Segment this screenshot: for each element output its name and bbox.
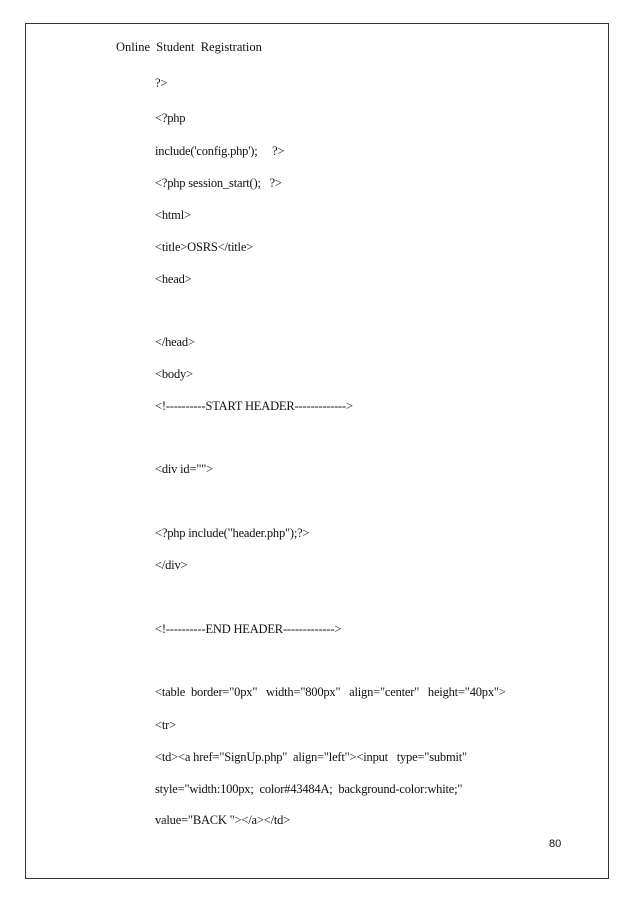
code-line: <head> — [155, 272, 192, 286]
code-line: <div id=""> — [155, 462, 213, 476]
code-line: style="width:100px; color#43484A; background-color:white;" — [155, 782, 463, 796]
code-line: <table border="0px" width="800px" align="center" height="40px"> — [155, 685, 506, 699]
code-line: <tr> — [155, 718, 176, 732]
code-line: <?php — [155, 111, 186, 125]
code-line: <!----------START HEADER-------------> — [155, 399, 353, 413]
code-line: <title>OSRS</title> — [155, 240, 254, 254]
code-line: include('config.php'); ?> — [155, 144, 285, 158]
code-line: <?php include("header.php");?> — [155, 526, 310, 540]
code-line: <?php session_start(); ?> — [155, 176, 282, 190]
document-header-title: Online Student Registration — [116, 40, 262, 54]
code-line: <!----------END HEADER-------------> — [155, 622, 342, 636]
code-line: <td><a href="SignUp.php" align="left"><input type="submit" — [155, 750, 467, 764]
code-line: ?> — [155, 76, 168, 90]
code-line: value="BACK "></a></td> — [155, 813, 291, 827]
code-line: <body> — [155, 367, 193, 381]
code-line: </head> — [155, 335, 195, 349]
code-line: <html> — [155, 208, 191, 222]
code-line: </div> — [155, 558, 188, 572]
page-number: 80 — [549, 838, 562, 850]
